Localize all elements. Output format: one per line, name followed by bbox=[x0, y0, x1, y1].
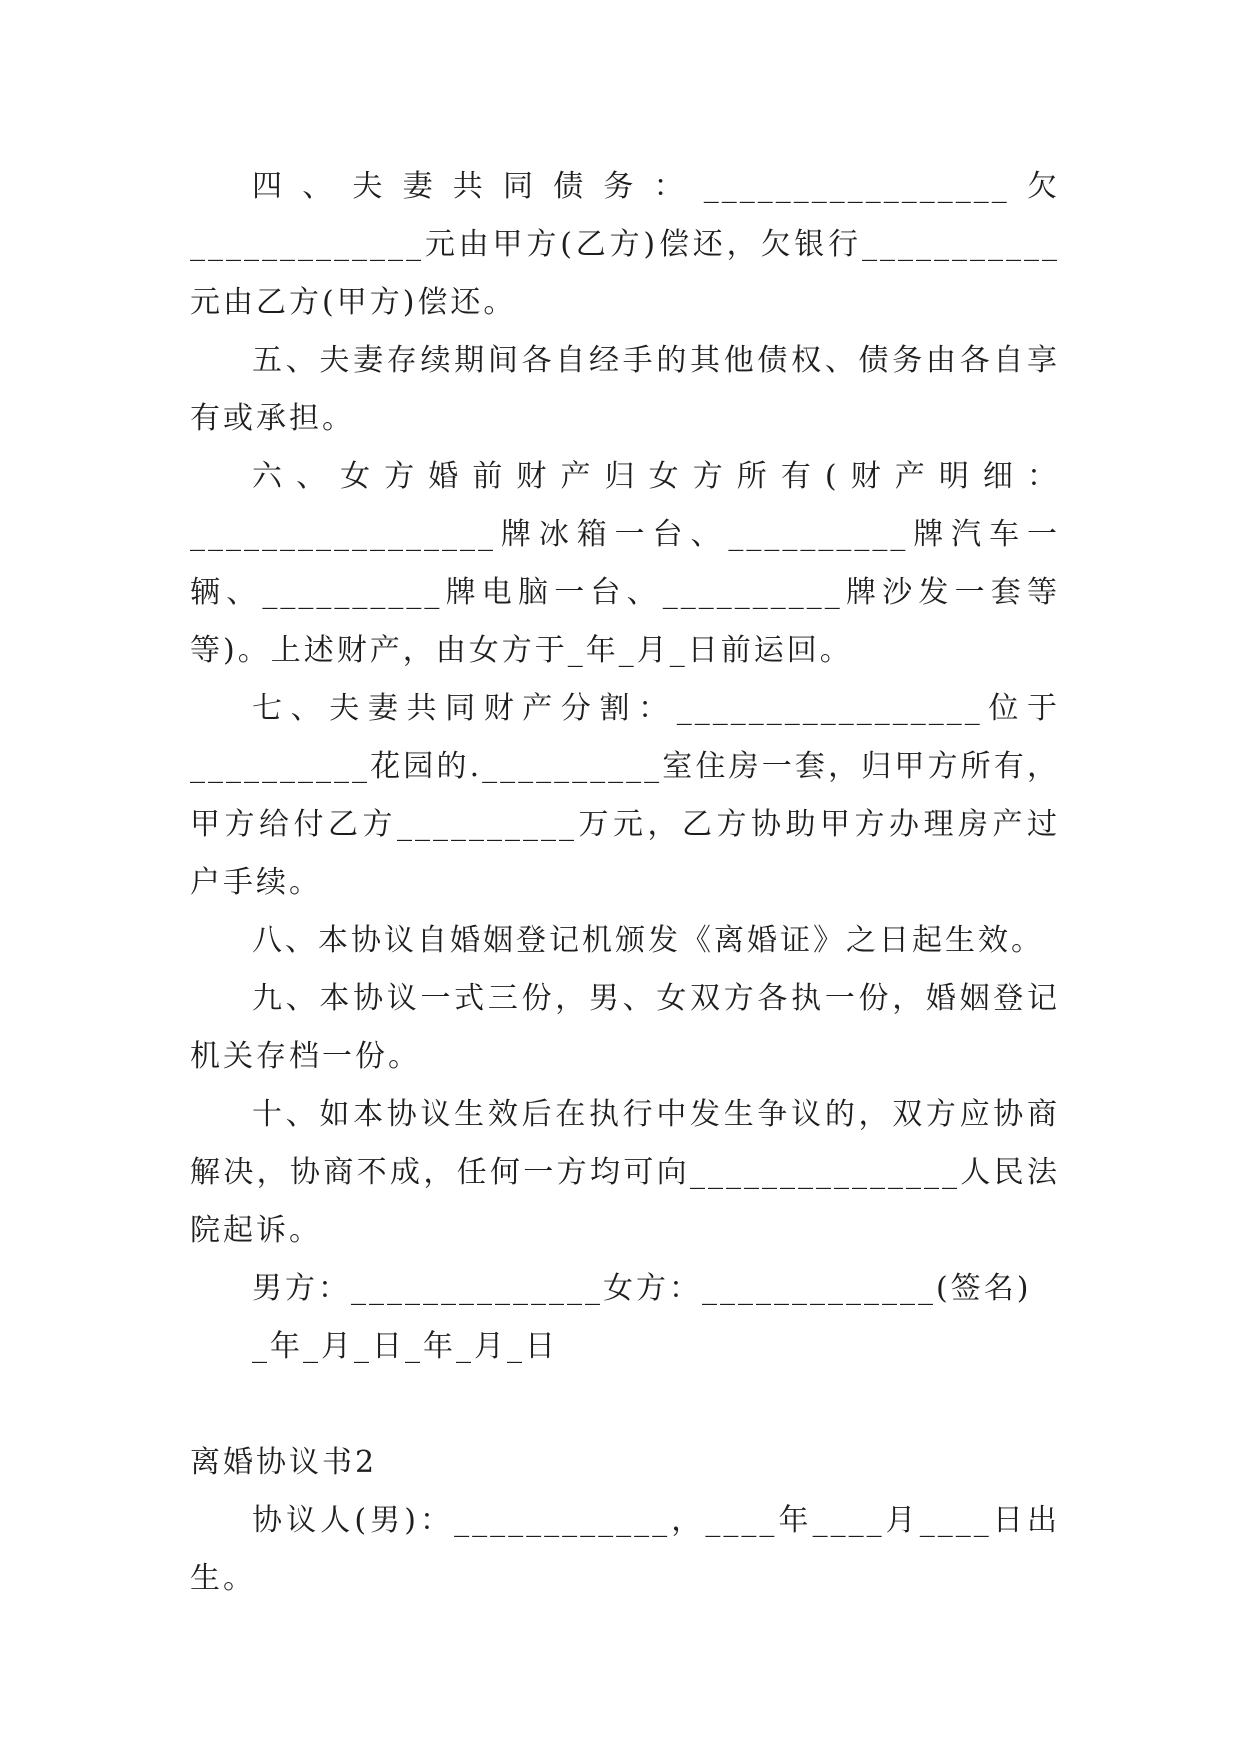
signature-line: 男方：______________女方：_____________(签名) bbox=[252, 1271, 1032, 1306]
party-male-line: 协议人(男)：____________，____年____月____日出生。 bbox=[190, 1503, 1060, 1596]
section-title: 离婚协议书2 bbox=[190, 1445, 378, 1480]
paragraph-disputes: 十、如本协议生效后在执行中发生争议的，双方应协商解决，协商不成，任何一方均可向_______________人民法院起诉。 bbox=[190, 1097, 1060, 1248]
paragraph-premarital-property: 六、女方婚前财产归女方所有(财产明细：_________________牌冰箱一台、__________牌汽车一辆、__________牌电脑一台、__________牌沙发一套等等)。上述财产，由女方于_年_月_日前运回。 bbox=[190, 459, 1060, 668]
date-line: _年_月_日_年_月_日 bbox=[252, 1329, 558, 1364]
paragraph-copies: 九、本协议一式三份，男、女双方各执一份，婚姻登记机关存档一份。 bbox=[190, 981, 1060, 1074]
paragraph-effective-date: 八、本协议自婚姻登记机颁发《离婚证》之日起生效。 bbox=[252, 923, 1044, 958]
paragraph-other-debts: 五、夫妻存续期间各自经手的其他债权、债务由各自享有或承担。 bbox=[190, 343, 1060, 436]
paragraph-joint-debts: 四、夫妻共同债务：_________________欠_____________元由甲方(乙方)偿还，欠银行___________元由乙方(甲方)偿还。 bbox=[190, 169, 1060, 320]
document-page bbox=[190, 158, 1060, 1608]
paragraph-property-division: 七、夫妻共同财产分割：_________________位于__________花园的.__________室住房一套，归甲方所有，甲方给付乙方__________万元，乙方协助甲方办理房产过户手续。 bbox=[190, 691, 1060, 900]
spacer bbox=[190, 1376, 1060, 1434]
